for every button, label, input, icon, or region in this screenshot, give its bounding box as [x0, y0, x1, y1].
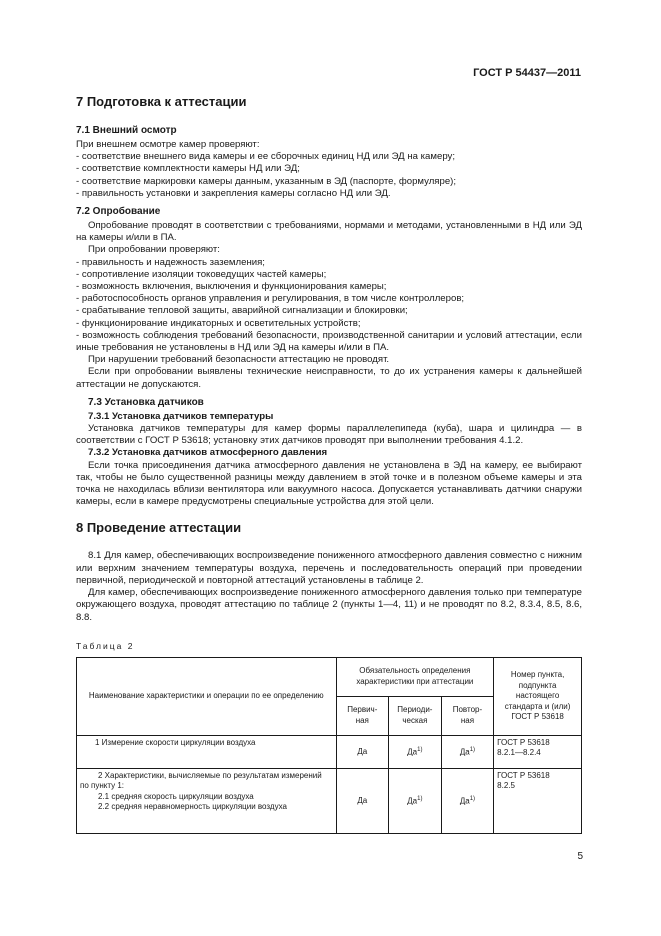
- footnote-ref: 1): [417, 747, 423, 754]
- list-item: - соответствие комплектности камеры НД или ЭД;: [76, 163, 300, 175]
- table-header-repeated: Повтор- ная: [441, 696, 493, 735]
- table-header-obligation: Обязательность определения характеристики при аттестации: [336, 657, 494, 696]
- paragraph: Опробование проводят в соответствии с требованиями, нормами и методами, установленными в НД или ЭД на камеры и/или в ПА.: [76, 220, 582, 244]
- paragraph: При опробовании проверяют:: [88, 244, 220, 256]
- list-item: - сопротивление изоляции токоведущих частей камеры;: [76, 268, 327, 280]
- table-header-primary: Первич- ная: [336, 696, 389, 735]
- section-8-title: 8 Проведение аттестации: [76, 520, 242, 536]
- table-cell-repeated: $Да^{1)}$: [441, 768, 493, 833]
- paragraph: Если точка присоединения датчика атмосферного давления не установлена в ЭД на камеру, ее выбирают так, чтобы не было существенной разницы между давлением в этой точке и в полезном объеме камеры и эта точка не находилась вблизи вентилятора или вакуумного насоса. Допускается устанавливать датчики снаружи камеры, если в камере предусмотрены специальные устройства для этой цели.: [76, 459, 582, 508]
- page-number: 5: [577, 851, 583, 862]
- table-row: [77, 735, 582, 768]
- table-header-reference: Номер пункта, подпункта настоящего стандарта и (или) ГОСТ Р 53618: [494, 657, 582, 735]
- page-content: [76, 94, 582, 834]
- subsection-7-3-1-title: 7.3.1 Установка датчиков температуры: [88, 410, 274, 422]
- footnote-ref: 1): [469, 747, 476, 754]
- paragraph: Для камер, обеспечивающих воспроизведение пониженного атмосферного давления только при температуре окружающего воздуха, проводят аттестацию по таблице 2 (пункты 1—4, 11) и не проводят по 8.2, 8.3.4, 8.5, 8.6, 8.8.: [76, 587, 582, 623]
- list-item: - работоспособность органов управления и регулирования, в том числе контроллеров;: [76, 293, 465, 305]
- table-cell-primary: Да: [336, 768, 389, 833]
- list-item: - правильность установки и закрепления камеры согласно НД или ЭД.: [76, 187, 391, 199]
- list-item: - соответствие внешнего вида камеры и ее сборочных единиц НД или ЭД на камеру;: [76, 151, 456, 163]
- table-cell-name: 1 Измерение скорости циркуляции воздуха: [77, 735, 337, 768]
- subsection-7-1-title: 7.1 Внешний осмотр: [76, 125, 177, 136]
- list-item: - функционирование индикаторных и осветительных устройств;: [76, 317, 361, 329]
- subsection-7-2-title: 7.2 Опробование: [76, 206, 161, 218]
- table-cell-reference: ГОСТ Р 53618 8.2.5: [494, 768, 582, 833]
- list-item: - соответствие маркировки камеры данным, указанным в ЭД (паспорте, формуляре);: [76, 175, 457, 187]
- table-cell-primary: Да: [336, 735, 389, 768]
- table-cell-name: 2 Характеристики, вычисляемые по результатам измерений по пункту 1: 2.1 средняя скорость циркуляции воздуха 2.2 средняя неравномерность циркуляции воздуха: [77, 768, 337, 833]
- table-2: [76, 657, 582, 834]
- footnote-ref: 1): [469, 796, 476, 803]
- footnote-ref: 1): [417, 796, 423, 803]
- table-cell-repeated: $Да^{1)}$: [441, 735, 493, 768]
- paragraph: 8.1 Для камер, обеспечивающих воспроизведение пониженного атмосферного давления совместно с нижним или верхним значением температуры воздуха, перечень и последовательность операций при проведении первичной, периодической и повторной аттестаций установлены в таблице 2.: [76, 550, 582, 586]
- section-7-title: 7 Подготовка к аттестации: [76, 94, 247, 109]
- paragraph: При внешнем осмотре камер проверяют:: [76, 139, 260, 150]
- document-code: ГОСТ Р 54437—2011: [473, 67, 581, 79]
- subsection-7-3-2-title: 7.3.2 Установка датчиков атмосферного давления: [88, 447, 328, 459]
- table-cell-periodic: $Да^{1)}$: [389, 768, 442, 833]
- paragraph: Установка датчиков температуры для камер формы параллелепипеда (куба), шара и цилиндра — в соответствии с ГОСТ Р 53618; установку этих датчиков проводят при выполнении требования 4.1.2.: [76, 423, 582, 447]
- paragraph: При нарушении требований безопасности аттестацию не проводят.: [88, 354, 390, 366]
- table-row: [77, 768, 582, 833]
- list-item: - возможность включения, выключения и функционирования камеры;: [76, 281, 387, 293]
- list-item: - срабатывание тепловой защиты, аварийной сигнализации и блокировки;: [76, 305, 408, 317]
- list-item: - правильность и надежность заземления;: [76, 256, 265, 268]
- table-header-periodic: Периоди- ческая: [389, 696, 442, 735]
- subsection-7-3-title: 7.3 Установка датчиков: [88, 396, 204, 408]
- table-caption: Таблица 2: [76, 640, 135, 651]
- table-header-name: Наименование характеристики и операции по ее определению: [77, 657, 337, 735]
- paragraph: Если при опробовании выявлены технические неисправности, то до их устранения камеры к дальнейшей аттестации не допускаются.: [76, 366, 582, 390]
- list-item: - возможность соблюдения требований безопасности, производственной санитарии и условий аттестации, если иные требования не установлены в НД или ЭД на камеры и/или в ПА.: [76, 329, 582, 354]
- table-cell-periodic: $Да^{1)}$: [389, 735, 442, 768]
- table-cell-reference: ГОСТ Р 53618 8.2.1—8.2.4: [494, 735, 582, 768]
